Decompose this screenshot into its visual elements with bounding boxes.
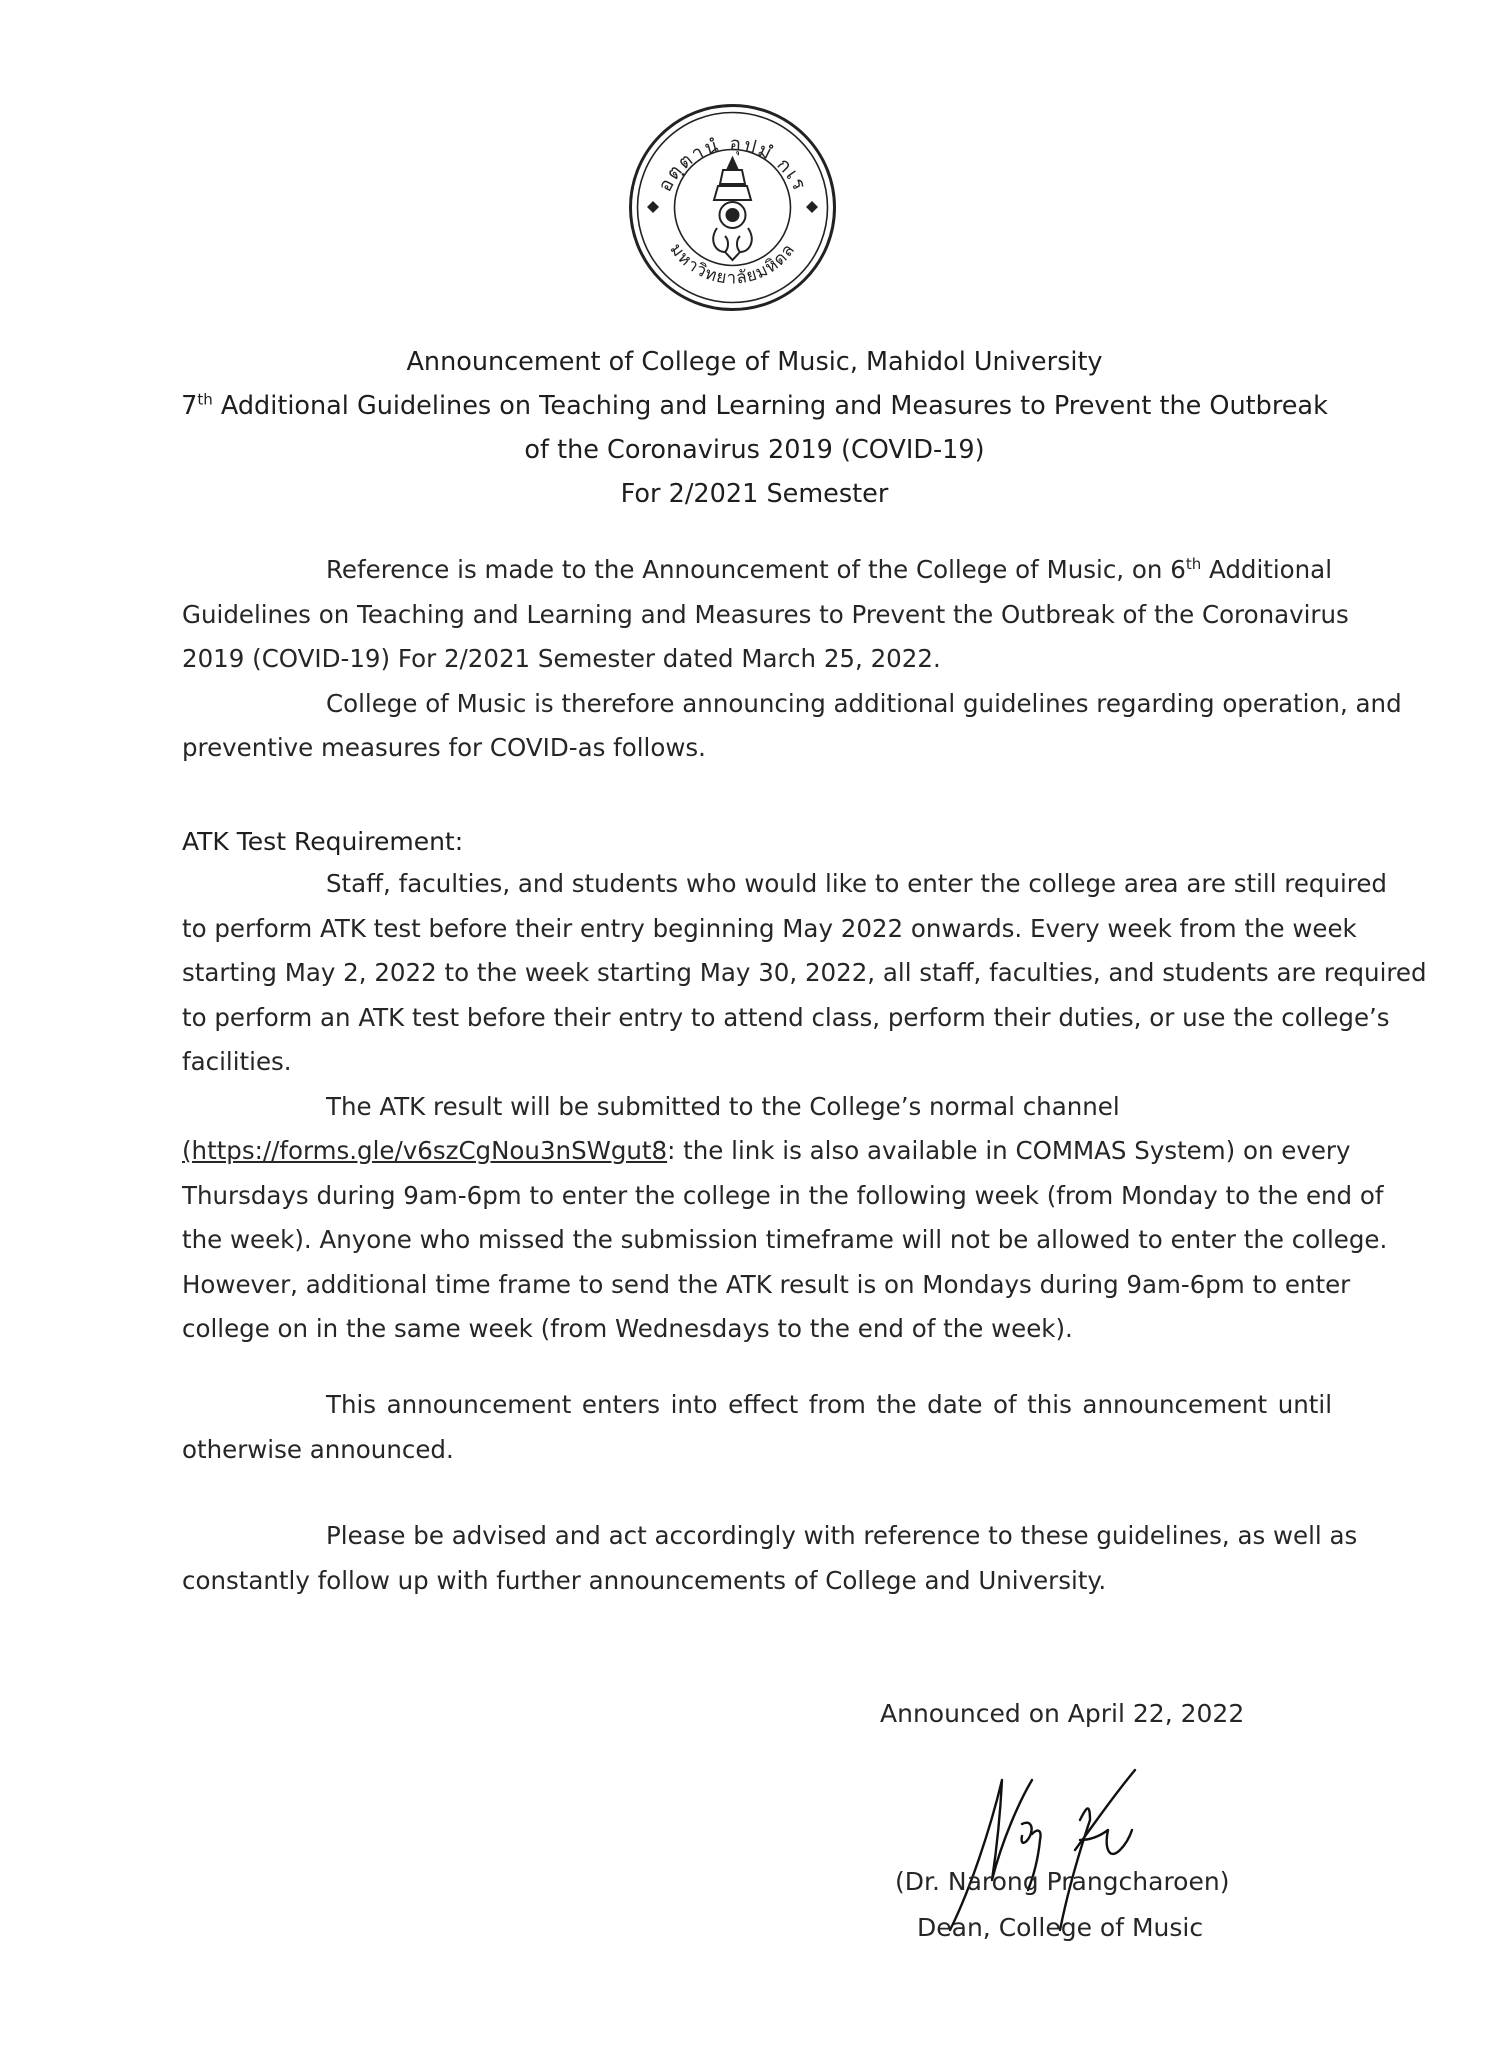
university-seal-logo (625, 100, 840, 315)
reference-line-4: College of Music is therefore announcing additional guidelines regarding operation, and (326, 688, 1402, 718)
atk-p1-line-5: facilities. (182, 1047, 292, 1076)
reference-line-3: 2019 (COVID-19) For 2/2021 Semester dated March 25, 2022. (182, 644, 941, 673)
seal-top-text: อตฺตานํ อุปมํ กเร (653, 133, 812, 196)
reference-line-1: Reference is made to the Announcement of the College of Music, on 6th Additional (326, 554, 1332, 584)
svg-text:มหาวิทยาลัยมหิดล (666, 240, 800, 289)
advice-line-2: constantly follow up with further announcements of College and University. (182, 1565, 1107, 1595)
atk-paragraph (182, 862, 1427, 1352)
atk-p2-line-1: The ATK result will be submitted to the College’s normal channel (326, 1091, 1120, 1121)
header-line-3: of the Coronavirus 2019 (COVID-19) (524, 435, 985, 465)
advice-paragraph (182, 1514, 1358, 1603)
header-line-2: 7th Additional Guidelines on Teaching and Learning and Measures to Prevent the Outbreak (181, 390, 1328, 421)
atk-p2-line-2: (https://forms.gle/v6szCgNou3nSWgut8: the link is also available in COMMAS System) on every (182, 1136, 1351, 1165)
atk-p1-line-2: to perform ATK test before their entry beginning May 2022 onwards. Every week from the week (182, 913, 1357, 943)
header-line-1: Announcement of College of Music, Mahidol University (406, 347, 1103, 377)
atk-p1-line-1: Staff, faculties, and students who would like to enter the college area are still required (326, 869, 1387, 898)
atk-section-title: ATK Test Requirement: (182, 827, 464, 856)
reference-line-5: preventive measures for COVID-as follows. (182, 733, 706, 762)
atk-form-link[interactable]: (https://forms.gle/v6szCgNou3nSWgut8 (182, 1136, 668, 1165)
atk-p2-line-5: However, additional time frame to send the ATK result is on Mondays during 9am-6pm to enter (182, 1269, 1351, 1299)
atk-p2-line-4: the week). Anyone who missed the submission timeframe will not be allowed to enter the college. (182, 1225, 1388, 1254)
header-line-4: For 2/2021 Semester (620, 479, 889, 509)
announced-date: Announced on April 22, 2022 (880, 1699, 1245, 1728)
signatory-name: (Dr. Narong Prangcharoen) (895, 1867, 1230, 1896)
announcement-header (0, 340, 1509, 516)
atk-p2-line-3: Thursdays during 9am-6pm to enter the college in the following week (from Monday to the end of (182, 1180, 1384, 1210)
atk-p1-line-3: starting May 2, 2022 to the week starting May 30, 2022, all staff, faculties, and students are required (182, 958, 1427, 987)
reference-paragraph (182, 548, 1402, 771)
atk-p1-line-4: to perform an ATK test before their entry to attend class, perform their duties, or use the college’s (182, 1002, 1390, 1032)
effect-line-2: otherwise announced. (182, 1434, 454, 1464)
effect-paragraph (182, 1383, 1332, 1472)
reference-line-2: Guidelines on Teaching and Learning and Measures to Prevent the Outbreak of the Coronavirus (182, 599, 1349, 629)
effect-line-1: This announcement enters into effect from the date of this announcement until (326, 1390, 1332, 1419)
atk-p2-line-6: college on in the same week (from Wednesdays to the end of the week). (182, 1314, 1073, 1343)
seal-bottom-text: มหาวิทยาลัยมหิดล (665, 239, 800, 289)
advice-line-1: Please be advised and act accordingly with reference to these guidelines, as well as (326, 1521, 1358, 1550)
signatory-title: Dean, College of Music (917, 1913, 1204, 1942)
